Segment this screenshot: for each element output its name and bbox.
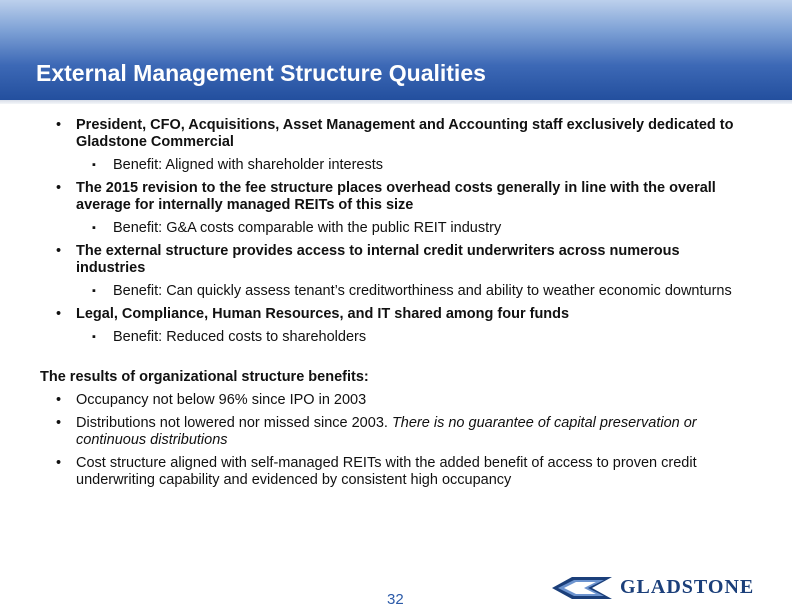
bullet-item: • The external structure provides access to internal credit underwriters across numerous industries [56,243,680,276]
bullet-dot-icon: • [56,415,62,431]
banner-divider [0,100,792,104]
sub-bullet-item: ▪ Benefit: G&A costs comparable with the public REIT industry [92,220,502,236]
result-item: • Occupancy not below 96% since IPO in 2003 [56,392,367,408]
square-bullet-icon: ▪ [92,222,96,234]
bullet-dot-icon: • [56,455,62,471]
square-bullet-icon: ▪ [92,285,96,297]
sub-bullet-item: ▪ Benefit: Reduced costs to shareholders [92,329,367,345]
bullet-item: • The 2015 revision to the fee structure places overhead costs generally in line with the overall average for internally managed REITs of this size [56,180,716,213]
bullet-dot-icon: • [56,392,62,408]
bullet-item: • President, CFO, Acquisitions, Asset Management and Accounting staff exclusively dedicated to Gladstone Commercial [56,117,734,150]
slide-content [36,117,736,495]
bullet-dot-icon: • [56,180,62,196]
bullet-dot-icon: • [56,117,62,133]
logo-wordmark: GLADSTONE [620,576,755,598]
page-number: 32 [387,591,404,608]
sub-bullet-item: ▪ Benefit: Aligned with shareholder interests [92,157,384,173]
result-item: • Cost structure aligned with self-managed REITs with the added benefit of access to proven credit underwriting capability and evidenced by consistent high occupancy [56,455,697,488]
result-item: • Distributions not lowered nor missed since 2003. There is no guarantee of capital preservation or continuous distributions [56,415,697,448]
sub-bullet-item: ▪ Benefit: Can quickly assess tenant’s creditworthiness and ability to weather economic downturns [92,283,732,299]
slide-title: External Management Structure Qualities [36,60,486,86]
square-bullet-icon: ▪ [92,159,96,171]
bullet-dot-icon: • [56,306,62,322]
gladstone-logo [550,575,780,601]
bullet-item: • Legal, Compliance, Human Resources, and IT shared among four funds [56,306,570,322]
results-heading: The results of organizational structure benefits: [40,369,369,385]
disclaimer-text: There is no guarantee of capital preservation or continuous distributions [76,415,697,448]
square-bullet-icon: ▪ [92,331,96,343]
bullet-dot-icon: • [56,243,62,259]
gladstone-chevron-logo-icon [550,575,614,601]
